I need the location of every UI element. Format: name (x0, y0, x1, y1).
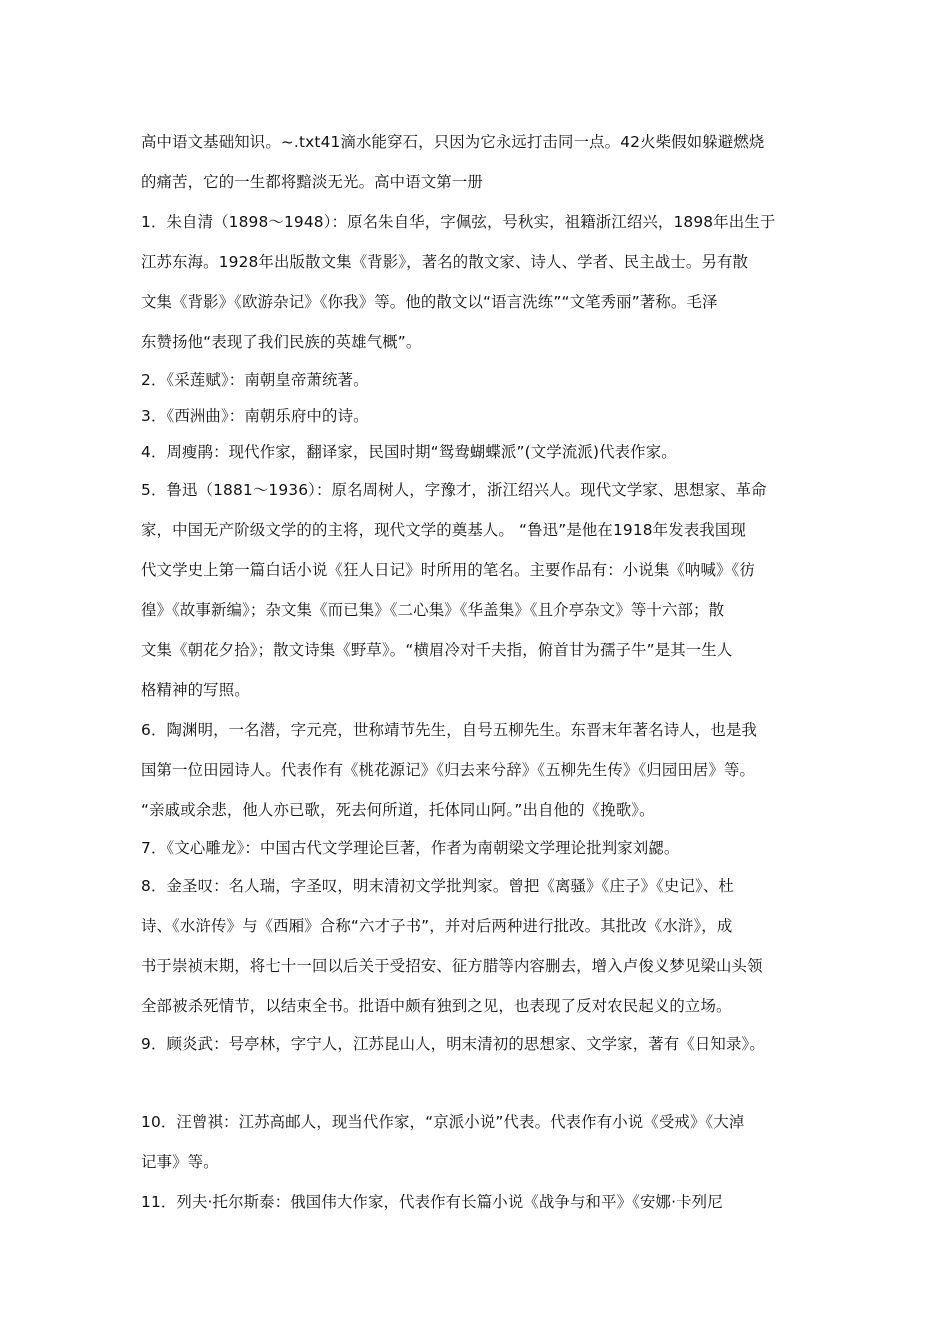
text-line: 文集《朝花夕拾》；散文诗集《野草》。“横眉冷对千夫指，俯首甘为孺子牛”是其一生人 (141, 641, 733, 659)
paragraph-item-9 (141, 1026, 831, 1062)
text-line: 2．《采莲赋》：南朝皇帝萧统著。 (141, 371, 369, 389)
text-line: 格精神的写照。 (141, 681, 250, 699)
text-line: 1．朱自清（1898～1948）：原名朱自华，字佩弦，号秋实，祖籍浙江绍兴，1898年出生于 (141, 213, 776, 231)
text-line: 东赞扬他“表现了我们民族的英雄气概”。 (141, 333, 422, 351)
text-line: 10．汪曾祺：江苏高邮人，现当代作家，“京派小说”代表。代表作有小说《受戒》《大淖 (141, 1113, 745, 1131)
paragraph-item-11 (141, 1182, 831, 1222)
text-line: 记事》等。 (141, 1153, 219, 1171)
text-line: 7．《文心雕龙》：中国古代文学理论巨著，作者为南朝梁文学理论批判家刘勰。 (141, 839, 680, 857)
text-line: 家，中国无产阶级文学的的主将，现代文学的奠基人。 “鲁迅”是他在1918年发表我国现 (141, 521, 746, 539)
paragraph-item-3 (141, 398, 831, 434)
paragraph-item-4 (141, 434, 831, 470)
paragraph-item-6 (141, 710, 831, 830)
text-line: 3．《西洲曲》：南朝乐府中的诗。 (141, 407, 369, 425)
text-line: 5．鲁迅（1881～1936）：原名周树人，字豫才，浙江绍兴人。现代文学家、思想家、革命 (141, 481, 767, 499)
text-line: 书于崇祯末期，将七十一回以后关于受招安、征方腊等内容删去，增入卢俊义梦见梁山头领 (141, 957, 763, 975)
text-line: 国第一位田园诗人。代表作有《桃花源记》《归去来兮辞》《五柳先生传》《归园田居》等。 (141, 761, 756, 779)
text-line: “亲戚或余悲，他人亦已歌，死去何所道，托体同山阿。”出自他的《挽歌》。 (141, 801, 655, 819)
document-body (141, 122, 831, 1222)
text-line: 徨》《故事新编》；杂文集《而已集》《二心集》《华盖集》《且介亭杂文》等十六部；散 (141, 601, 725, 619)
text-line: 11．列夫·托尔斯泰：俄国伟大作家，代表作有长篇小说《战争与和平》《安娜·卡列尼 (141, 1193, 723, 1211)
text-line: 代文学史上第一篇白话小说《狂人日记》时所用的笔名。主要作品有：小说集《呐喊》《彷 (141, 561, 755, 579)
paragraph-item-10 (141, 1102, 831, 1182)
text-line: 江苏东海。1928年出版散文集《背影》，著名的散文家、诗人、学者、民主战士。另有散 (141, 253, 749, 271)
text-line: 8．金圣叹：名人瑞，字圣叹，明末清初文学批判家。曾把《离骚》《庄子》《史记》、杜 (141, 877, 734, 895)
text-line: 全部被杀死情节，以结束全书。批语中颇有独到之见，也表现了反对农民起义的立场。 (141, 997, 732, 1015)
paragraph-intro (141, 122, 831, 202)
paragraph-item-7 (141, 830, 831, 866)
text-line: 4．周瘦鹃：现代作家，翻译家，民国时期“鸳鸯蝴蝶派”(文学流派)代表作家。 (141, 443, 677, 461)
blank-line (141, 1062, 831, 1102)
text-line: 6．陶渊明，一名潜，字元亮，世称靖节先生，自号五柳先生。东晋末年著名诗人，也是我 (141, 721, 758, 739)
text-line: 文集《背影》《欧游杂记》《你我》等。他的散文以“语言洗练”“文笔秀丽”著称。毛泽 (141, 293, 718, 311)
paragraph-item-1 (141, 202, 831, 362)
text-line: 高中语文基础知识。~.txt41滴水能穿石，只因为它永远打击同一点。42火柴假如躲避燃烧 (141, 133, 765, 151)
text-line: 诗、《水浒传》与《西厢》合称“六才子书”，并对后两种进行批改。其批改《水浒》，成 (141, 917, 733, 935)
text-line: 的痛苦，它的一生都将黯淡无光。高中语文第一册 (141, 173, 483, 191)
text-line: 9．顾炎武：号亭林，字宁人，江苏昆山人，明末清初的思想家、文学家，著有《日知录》。 (141, 1035, 765, 1053)
paragraph-item-2 (141, 362, 831, 398)
paragraph-item-5 (141, 470, 831, 710)
paragraph-item-8 (141, 866, 831, 1026)
